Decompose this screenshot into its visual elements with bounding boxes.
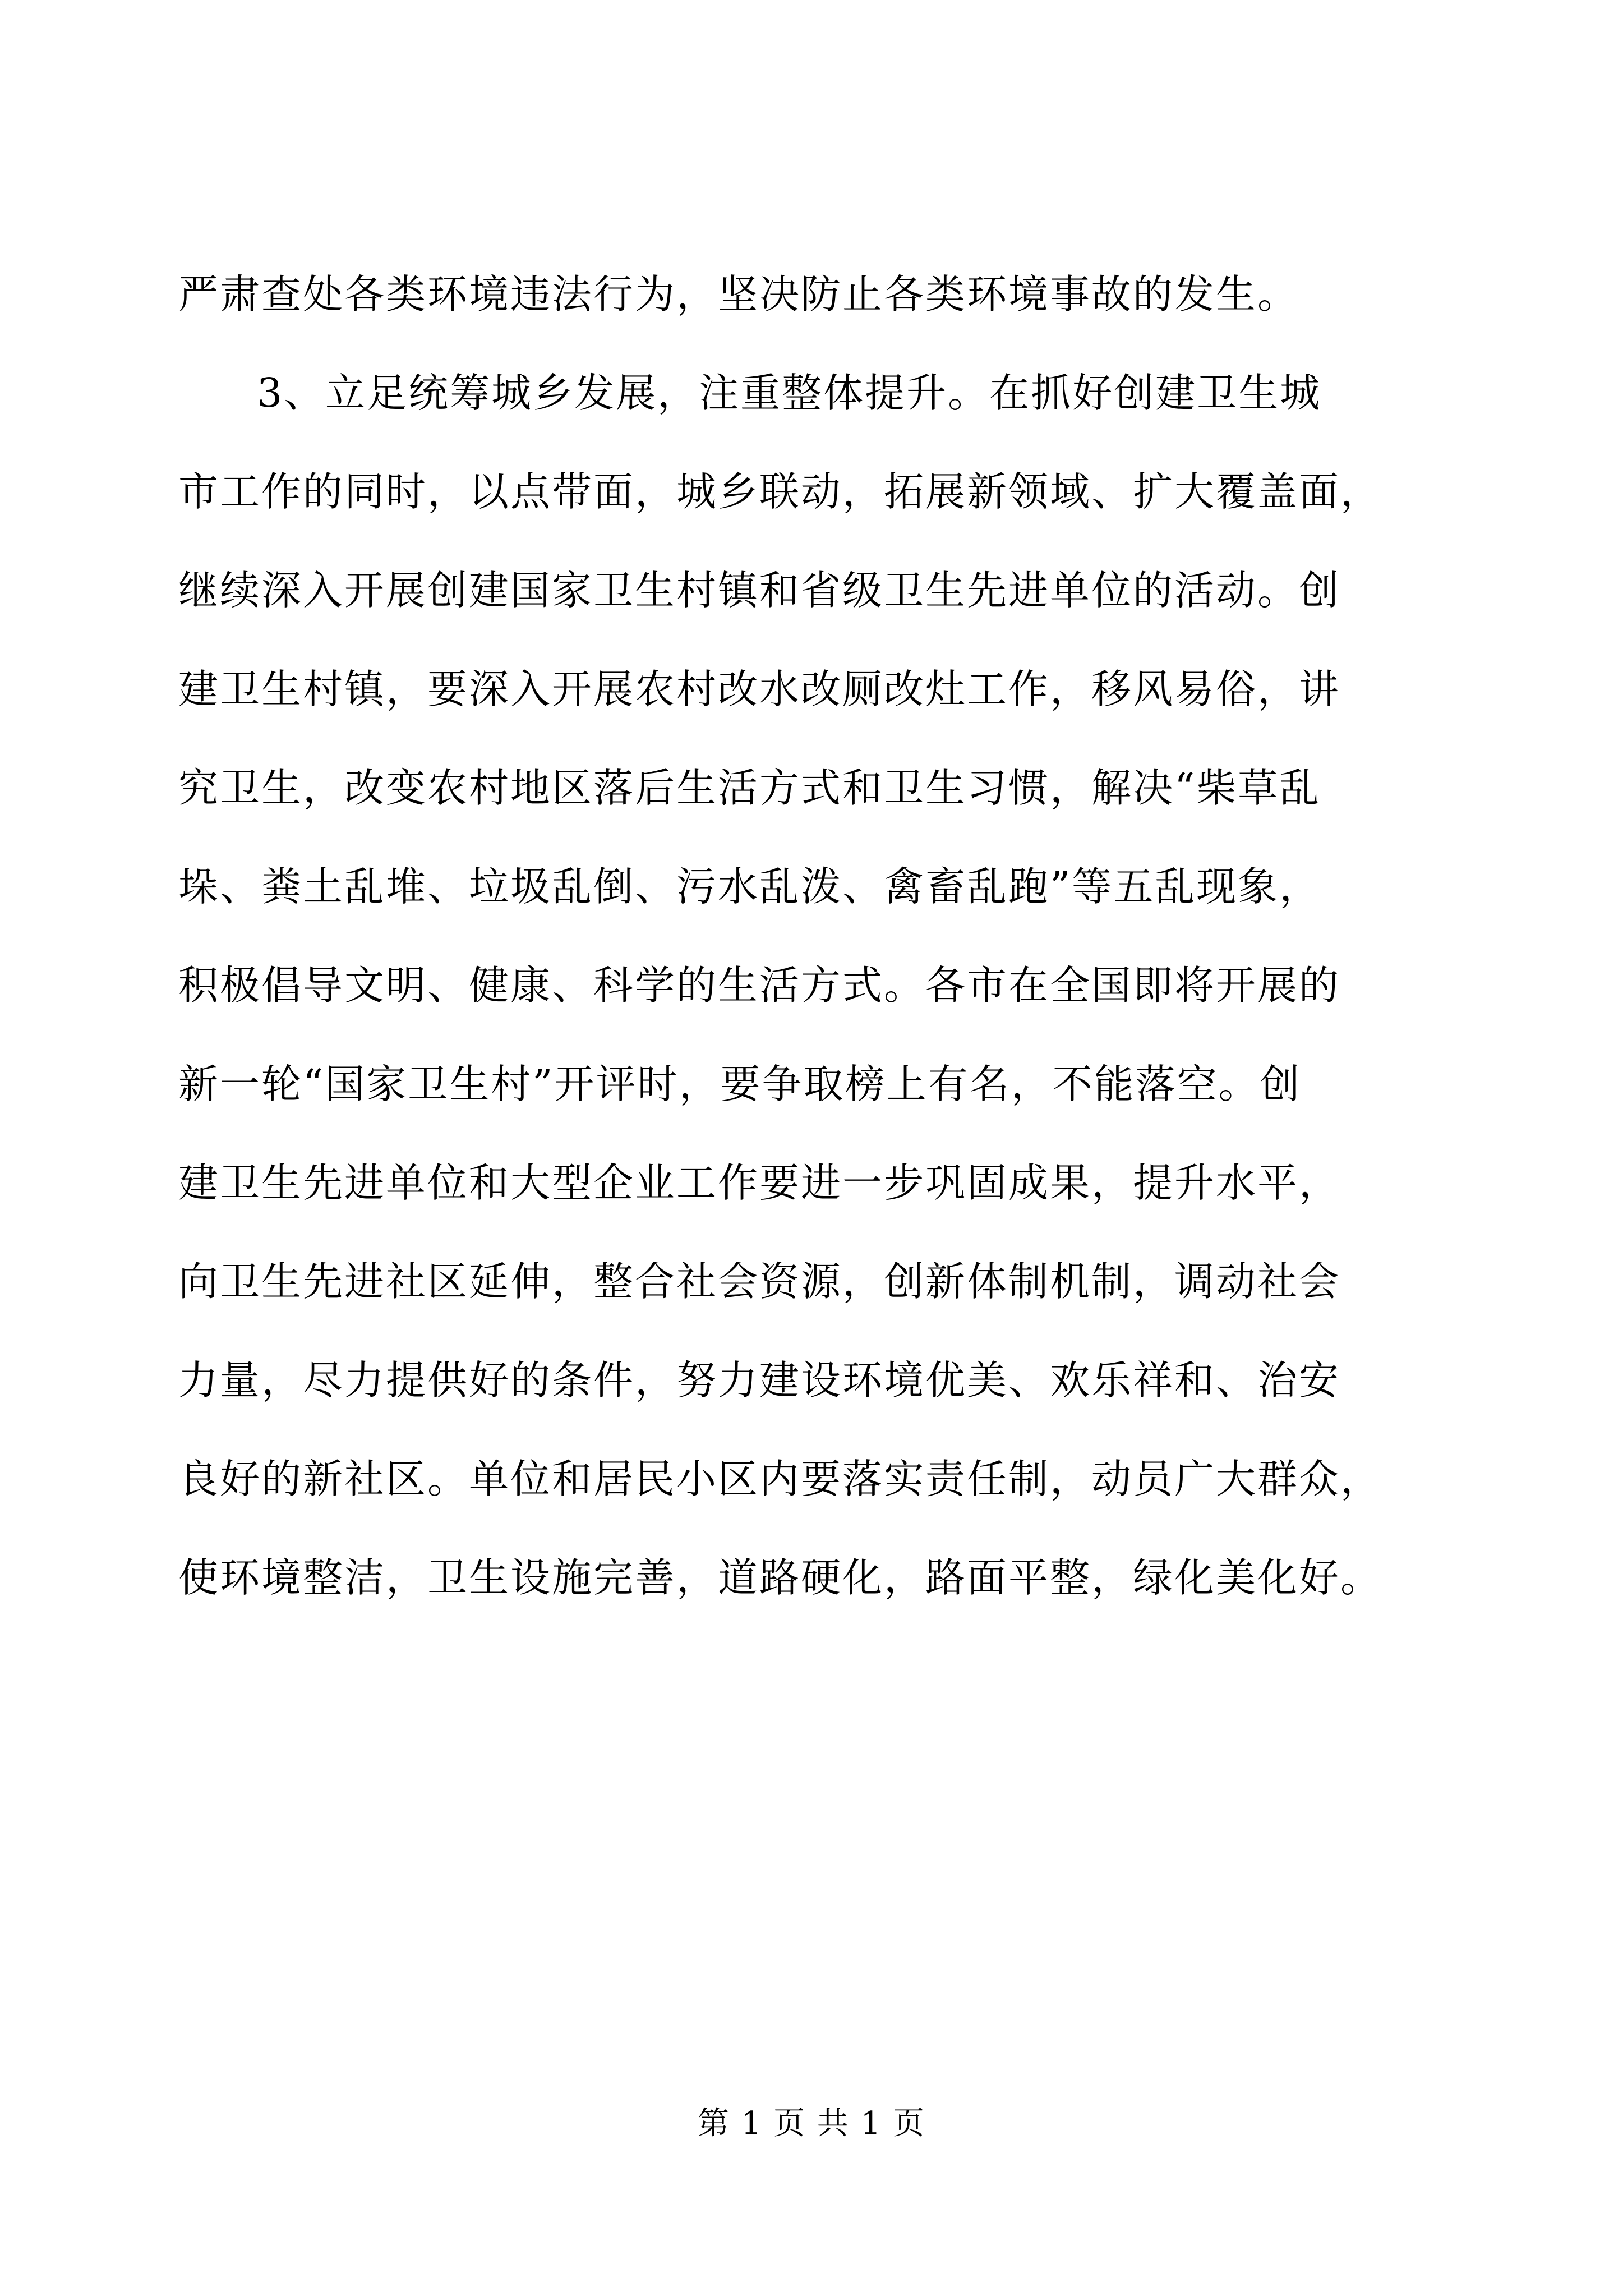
- text-line: 使环境整洁，卫生设施完善，道路硬化，路面平整，绿化美化好。: [178, 1554, 1382, 1601]
- text-line: 究卫生，改变农村地区落后生活方式和卫生习惯，解决“柴草乱: [178, 765, 1321, 811]
- text-line: 建卫生村镇，要深入开展农村改水改厕改灶工作，移风易俗，讲: [178, 666, 1341, 712]
- text-line: 继续深入开展创建国家卫生村镇和省级卫生先进单位的活动。创: [178, 567, 1341, 614]
- page-footer: 第 1 页 共 1 页: [697, 2105, 926, 2142]
- text-line: 市工作的同时，以点带面，城乡联动，拓展新领域、扩大覆盖面，: [178, 468, 1382, 515]
- text-line: 力量，尽力提供好的条件，努力建设环境优美、欢乐祥和、治安: [178, 1357, 1341, 1404]
- text-line: 严肃查处各类环境违法行为，坚决防止各类环境事故的发生。: [178, 271, 1299, 318]
- text-line: 新一轮“国家卫生村”开评时，要争取榜上有名，不能落空。创: [178, 1061, 1302, 1107]
- paragraph-first-line: 3、立足统筹城乡发展，注重整体提升。在抓好创建卫生城: [257, 370, 1322, 416]
- text-line: 向卫生先进社区延伸，整合社会资源，创新体制机制，调动社会: [178, 1258, 1341, 1305]
- text-line: 垛、粪土乱堆、垃圾乱倒、污水乱泼、禽畜乱跑”等五乱现象，: [178, 863, 1321, 910]
- text-line: 良好的新社区。单位和居民小区内要落实责任制，动员广大群众，: [178, 1456, 1382, 1502]
- text-line: 积极倡导文明、健康、科学的生活方式。各市在全国即将开展的: [178, 962, 1341, 1009]
- text-line: 建卫生先进单位和大型企业工作要进一步巩固成果，提升水平，: [178, 1159, 1341, 1206]
